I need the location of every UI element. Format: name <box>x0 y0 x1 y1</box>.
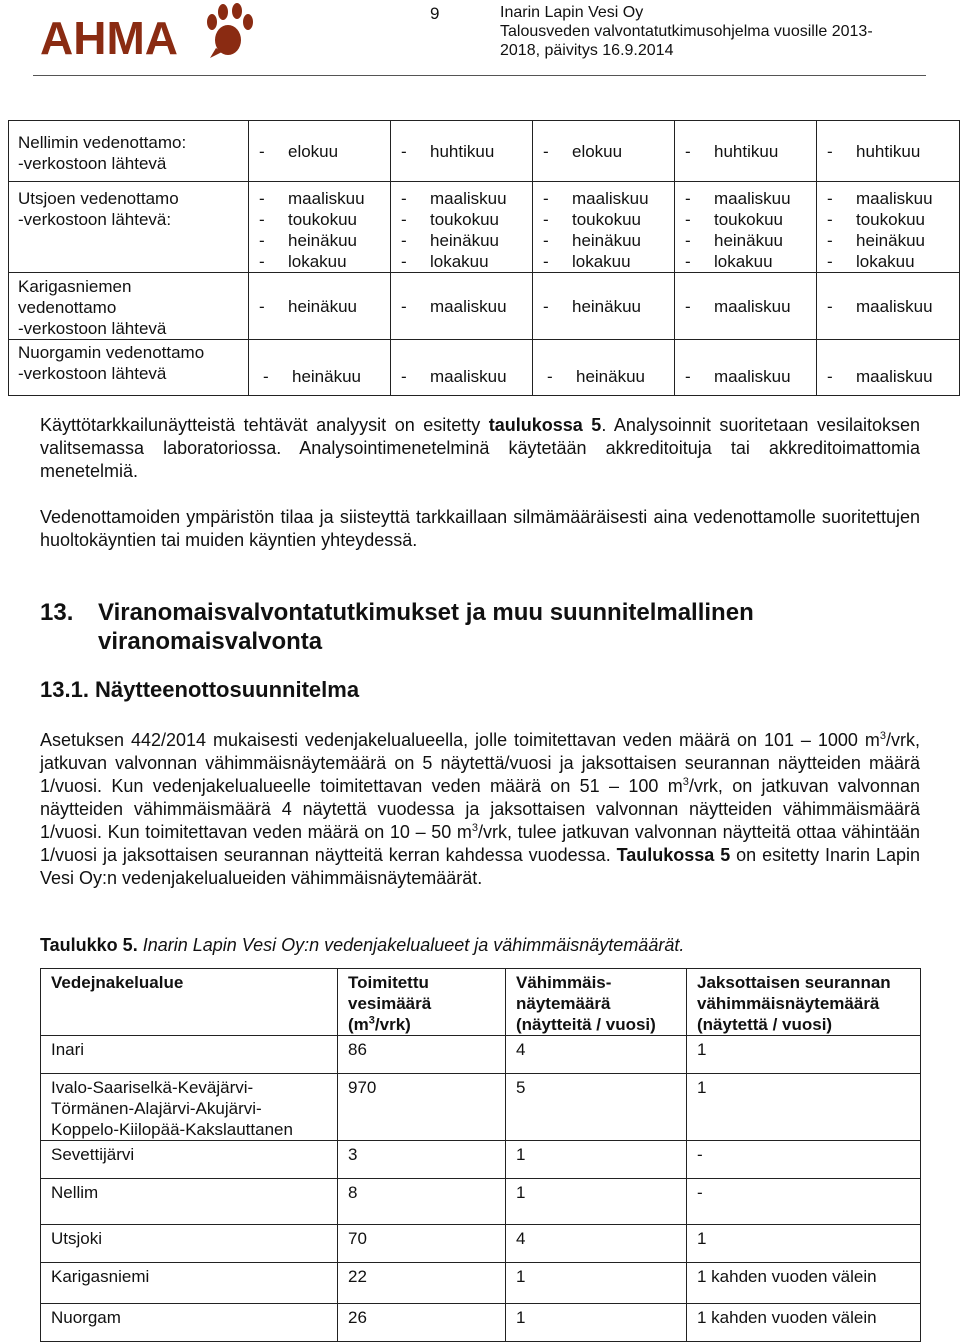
company-logo <box>40 2 255 60</box>
table-row: Nellim 8 1 - <box>41 1179 921 1225</box>
table-header-row <box>41 969 921 1036</box>
header-info <box>500 3 920 60</box>
col-header-area: Vedejnakelualue <box>41 969 338 1036</box>
table-row: Ivalo-Saariselkä-Keväjärvi- Törmänen-Alajärvi-Akujärvi- Koppelo-Kiilopää-Kakslauttanen 970 5 1 <box>41 1074 921 1141</box>
table-row: Inari 86 4 1 <box>41 1036 921 1074</box>
sample-minimum-table <box>40 968 921 1342</box>
col-header-periodic: Jaksottaisen seurannan vähimmäisnäytemäärä (näytettä / vuosi) <box>687 969 921 1036</box>
col-header-volume: Toimitettu vesimäärä $(m^3/vrk)$ <box>338 969 506 1036</box>
table-row: Karigasniemi 22 1 1 kahden vuoden välein <box>41 1263 921 1304</box>
sampling-schedule-table <box>8 120 960 396</box>
section-heading-13: 13. Viranomaisvalvontatutkimukset ja muu suunnitelmallinen viranomaisvalvonta <box>40 599 754 655</box>
row-label: Nuorgamin vedenottamo -verkostoon lähtevä <box>9 340 249 396</box>
paragraph-analyses: Käyttötarkkailunäytteistä tehtävät analyysit on esitetty taulukossa 5. Analysoinnit suoritetaan vesilaitoksen valitsemassa laboratoriossa. Analysointimenetelminä käytetään akkreditoituja tai akkreditoimattomia menetelmiä. <box>40 415 921 481</box>
header-org: Inarin Lapin Vesi Oy <box>500 4 644 21</box>
page-number: 9 <box>430 4 440 23</box>
table-row: Sevettijärvi 3 1 - <box>41 1141 921 1179</box>
table-reference: Taulukossa 5 <box>616 845 731 865</box>
section-heading-13-1: 13.1. Näytteenottosuunnitelma <box>40 677 360 702</box>
table-row: Karigasniemen vedenottamo -verkostoon lähtevä - heinäkuu - maaliskuu - heinäkuu - maaliskuu - maaliskuu <box>9 273 960 340</box>
header-divider <box>33 75 926 76</box>
table-row: Nuorgam 26 1 1 kahden vuoden välein <box>41 1304 921 1342</box>
table-caption: Taulukko 5. Inarin Lapin Vesi Oy:n vedenjakelualueet ja vähimmäisnäytemäärät. <box>40 935 685 955</box>
table-reference: taulukossa 5 <box>488 415 602 435</box>
table-row: Utsjoki 70 4 1 <box>41 1225 921 1263</box>
logo-text: AHMA <box>40 12 178 60</box>
paragraph-inspection: Vedenottamoiden ympäristön tilaa ja siisteyttä tarkkaillaan silmämääräisesti aina vedenottamolle suoritettujen huoltokäyntien tai muiden käyntien yhteydessä. <box>40 507 920 550</box>
row-label: Utsjoen vedenottamo -verkostoon lähtevä: <box>9 182 249 273</box>
header-title-line1: Talousveden valvontatutkimusohjelma vuosille 2013- <box>500 23 873 40</box>
table-row: Nuorgamin vedenottamo -verkostoon lähtevä - heinäkuu - maaliskuu - heinäkuu - maaliskuu - maaliskuu <box>9 340 960 396</box>
header-title-line2: 2018, päivitys 16.9.2014 <box>500 42 674 59</box>
table-row: Nellimin vedenottamo: -verkostoon lähtevä - elokuu - huhtikuu - elokuu - huhtikuu - huhtikuu <box>9 121 960 182</box>
paragraph-regulation: Asetuksen 442/2014 mukaisesti vedenjakelualueella, jolle toimitettavan veden määrä on 101 – 1000 $m^3$/vrk, jatkuvan valvonnan vähimmäisnäytemäärä on 5 näytettä/vuosi ja jaksottaisen seurannan näytteiden määrä 1/vuosi. Kun vedenjakelualueelle toimitettavan veden määrä on 51 – 100 $m^3$/vrk, on jatkuvan valvonnan näytteiden vähimmäismäärä 4 näytettä vuodessa ja jaksottaisen valvonnan näytteiden vähimmäismäärä 1/vuosi. Kun toimitettavan veden määrä on 10 – 50 $m^3$/vrk, tulee jatkuvan valvonnan näytteitä ottaa vähintään 1/vuosi ja jaksottaisen seurannan näytteitä kerran kahdessa vuodessa. Taulukossa 5 on esitetty Inarin Lapin Vesi Oy:n vedenjakelualueiden vähimmäisnäytemäärät. <box>40 730 920 888</box>
row-label: Nellimin vedenottamo: -verkostoon lähtevä <box>9 121 249 182</box>
col-header-minimum: Vähimmäis- näytemäärä (näytteitä / vuosi) <box>506 969 687 1036</box>
paw-icon <box>207 3 253 58</box>
row-label: Karigasniemen vedenottamo -verkostoon lähtevä <box>9 273 249 340</box>
table-row: Utsjoen vedenottamo -verkostoon lähtevä: - maaliskuu - toukokuu - heinäkuu - lokakuu - maaliskuu - toukokuu - heinäkuu - lokakuu - maaliskuu - toukokuu - heinäkuu - lokakuu - maaliskuu - toukokuu - heinäkuu - lokakuu - maaliskuu - toukokuu - heinäkuu - lokakuu <box>9 182 960 273</box>
